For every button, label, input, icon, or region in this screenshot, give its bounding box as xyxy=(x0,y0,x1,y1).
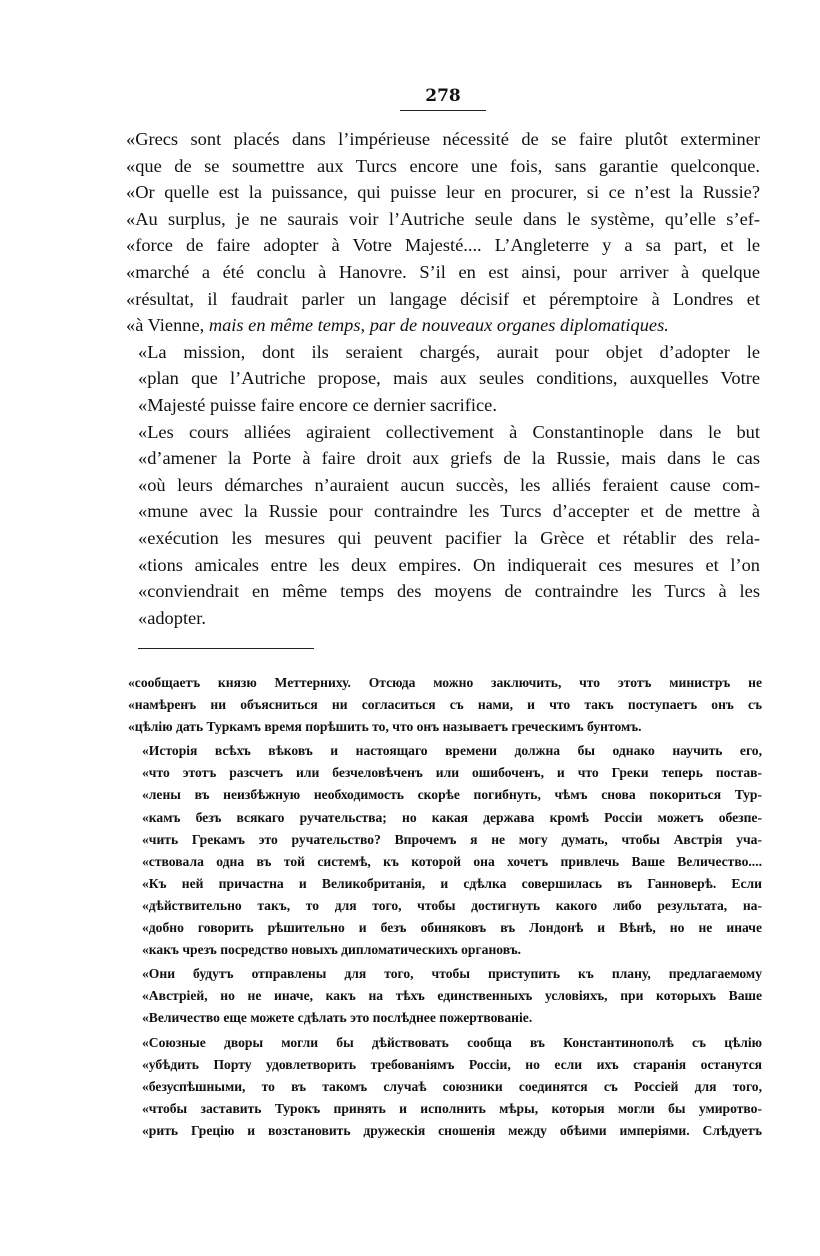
text-line: «La mission, dont ils seraient chargés, aurait pour objet d’adopter le xyxy=(138,341,760,362)
text-line: «d’amener la Porte à faire droit aux griefs de la Russie, mais dans le cas xyxy=(138,448,760,469)
footnote-line: «камъ безъ всякаго ручательства; но какая держава кромѣ Россіи можетъ обезпе- xyxy=(142,809,762,825)
text-line: «Les cours alliées agiraient collectivement à Constantinople dans le but xyxy=(138,421,760,442)
footnote-line: «намѣренъ ни объясниться ни согласиться съ нами, и что такъ поступаетъ онъ съ xyxy=(128,697,762,713)
main-paragraph xyxy=(126,419,760,632)
footnote-paragraph xyxy=(128,1032,762,1142)
footnote-line: «убѣдить Порту удовлетворить требованіямъ Россіи, но если ихъ старанія останутся xyxy=(142,1056,762,1072)
text-line: «résultat, il faudrait parler un langage décisif et péremptoire à Londres et xyxy=(126,288,760,309)
footnote-line: «что этотъ разсчетъ или безчеловѣченъ или ошибоченъ, и что Греки теперь постав- xyxy=(142,765,762,781)
footnote-line: «какъ чрезъ посредство новыхъ дипломатическихъ органовъ. xyxy=(142,942,522,958)
footnote-line: «Къ ней причастна и Великобританія, и сдѣлка совершилась въ Ганноверѣ. Если xyxy=(142,875,762,891)
text-line: «Or quelle est la puissance, qui puisse leur en procurer, si ce n’est la Russie? xyxy=(126,182,760,203)
footnote-line: «Австріей, но не иначе, какъ на тѣхъ единственныхъ условіяхъ, при которыхъ Ваше xyxy=(142,988,762,1004)
text-line: «conviendrait en même temps des moyens de contraindre les Turcs à les xyxy=(138,581,760,602)
footnote-line: «Исторія всѣхъ вѣковъ и настоящаго времени должна бы однако научить его, xyxy=(142,743,762,759)
footnote-line: «добно говорить рѣшительно и безъ обиняковъ въ Лондонѣ и Вѣнѣ, но не иначе xyxy=(142,920,762,936)
footnote-divider xyxy=(138,648,314,649)
footnote-line: «лены въ неизбѣжную необходимость скорѣе погибнуть, чѣмъ снова покориться Тур- xyxy=(142,787,762,803)
footnote-paragraph xyxy=(128,963,762,1029)
footnote-line: «цѣлію дать Туркамъ время порѣшить то, что онъ называетъ греческимъ бунтомъ. xyxy=(128,719,642,735)
text-line: «Au surplus, je ne saurais voir l’Autriche seule dans le système, qu’elle s’ef- xyxy=(126,208,760,229)
text-line: «adopter. xyxy=(138,607,206,628)
text-line: «exécution les mesures qui peuvent pacifier la Grèce et rétablir des rela- xyxy=(138,527,760,548)
main-paragraph xyxy=(126,339,760,419)
text-line: «mune avec la Russie pour contraindre les Turcs d’accepter et de mettre à xyxy=(138,501,760,522)
main-paragraph xyxy=(126,126,760,339)
text-line: «Majesté puisse faire encore ce dernier sacrifice. xyxy=(138,394,497,415)
text-line: «plan que l’Autriche propose, mais aux seules conditions, auxquelles Votre xyxy=(138,368,760,389)
text-line: «force de faire adopter à Votre Majesté.... L’Angleterre y a sa part, et le xyxy=(126,235,760,256)
footnote-line: «чтобы заставить Турокъ принять и исполнить мѣры, которыя могли бы умиротво- xyxy=(142,1100,762,1116)
footnote-line: «сообщаетъ князю Меттерниху. Отсюда можно заключить, что этотъ министръ не xyxy=(128,675,762,690)
main-text xyxy=(126,126,760,631)
italic-emphasis: mais en même temps, par de nouveaux organes diplomatiques. xyxy=(208,315,669,336)
text-line: «où leurs démarches n’auraient aucun succès, les alliés feraient cause com- xyxy=(138,474,760,495)
footnote-line: «Они будутъ отправлены для того, чтобы приступить къ плану, предлагаемому xyxy=(142,966,762,982)
footnote-text xyxy=(128,672,762,1142)
footnote-line: «Союзные дворы могли бы дѣйствовать сообща въ Константинополѣ съ цѣлію xyxy=(142,1034,762,1050)
footnote-paragraph xyxy=(128,740,762,961)
footnote-paragraph xyxy=(128,672,762,738)
footnote-line: «ствовала одна въ той системѣ, къ которой она хочетъ привлечь Ваше Величество.... xyxy=(142,853,762,869)
text-line: «marché a été conclu à Hanovre. S’il en est ainsi, pour arriver à quelque xyxy=(126,261,760,282)
page-number: 278 xyxy=(400,86,486,111)
footnote-line: «рить Грецію и возстановить дружескія сношенія между обѣими имперіями. Слѣдуетъ xyxy=(142,1122,762,1138)
footnote-line: «Величество еще можете сдѣлать это послѣднее пожертвованіе. xyxy=(142,1010,533,1026)
footnote-line: «чить Грекамъ это ручательство? Впрочемъ я не могу думать, чтобы Австрія уча- xyxy=(142,831,762,847)
footnote-line: «безуспѣшными, то въ такомъ случаѣ союзники соединятся съ Россіей для того, xyxy=(142,1078,762,1094)
text-line xyxy=(126,312,760,339)
text-line-prefix: «à Vienne, xyxy=(126,315,209,336)
text-line: «que de se soumettre aux Turcs encore une fois, sans garantie quelconque. xyxy=(126,155,760,176)
footnote-line: «дѣйствительно такъ, то для того, чтобы достигнуть какого либо результата, на- xyxy=(142,897,762,913)
text-line: «Grecs sont placés dans l’impérieuse nécessité de se faire plutôt exterminer xyxy=(126,129,760,149)
text-line: «tions amicales entre les deux empires. On indiquerait ces mesures et l’on xyxy=(138,554,760,575)
